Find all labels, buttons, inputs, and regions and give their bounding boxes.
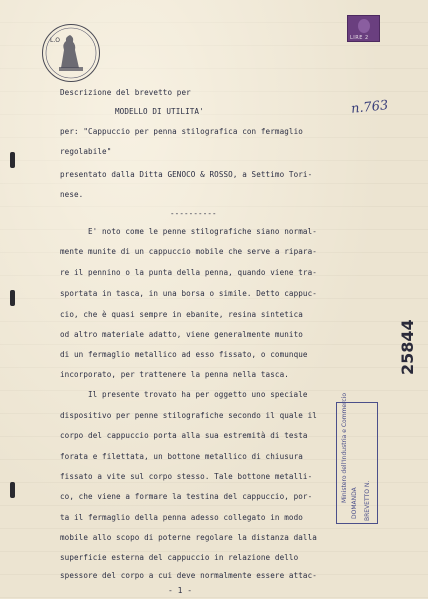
text-line: re il pennino o la punta della penna, quando viene tra- [60, 268, 317, 277]
text-line: E' noto come le penne stilografiche siano normal- [88, 227, 317, 236]
deposit-line: BREVETTO N. [364, 480, 371, 521]
punch-hole [10, 152, 15, 168]
text-line: Il presente trovato ha per oggetto uno speciale [88, 390, 308, 399]
text-line: Descrizione del brevetto per [60, 88, 191, 97]
stamp-label: LIRE 2 [350, 35, 369, 41]
text-line: fissato a vite sul corpo stesso. Tale bottone metalli- [60, 472, 313, 481]
text-line: di un fermaglio metallico ad esso fissato, o comunque [60, 350, 308, 359]
punch-hole [10, 482, 15, 498]
text-line: nese. [60, 190, 84, 199]
text-line: co, che viene a formare la testina del cappuccio, por- [60, 492, 313, 501]
seal-label: L.O [50, 37, 60, 44]
text-line: mobile allo scopo di poterne regolare la distanza dalla [60, 533, 317, 542]
text-line: superficie esterna del cappuccio in relazione dello [60, 553, 299, 562]
text-line: dispositivo per penne stilografiche secondo il quale il [60, 411, 317, 420]
seal-figure-icon [43, 25, 99, 81]
text-line: presentato dalla Ditta GENOCO & ROSSO, a Settimo Tori- [60, 170, 313, 179]
text-line: mente munite di un cappuccio mobile che serve a ripara- [60, 247, 317, 256]
text-line: od altro materiale adatto, viene generalmente munito [60, 330, 303, 339]
text-line: cio, che è quasi sempre in ebanite, resina sintetica [60, 310, 303, 319]
text-line: sportata in tasca, in una borsa o simile. Detto cappuc- [60, 289, 317, 298]
revenue-stamp [347, 15, 380, 42]
deposit-line: DOMANDA [351, 487, 358, 519]
registration-number: 25844 [398, 319, 417, 375]
punch-hole [10, 290, 15, 306]
text-line: MODELLO DI UTILITA' [115, 107, 204, 116]
text-line: incorporato, per trattenere la penna nella tasca. [60, 370, 289, 379]
page-number: - 1 - [168, 586, 193, 595]
seal-emblem [42, 24, 100, 82]
text-line: regolabile" [60, 147, 112, 156]
text-line: ta il fermaglio della penna adesso collegato in modo [60, 513, 303, 522]
text-line: spessore del corpo a cui deve normalmente essere attac- [60, 571, 317, 580]
text-line: forata e filettata, un bottone metallico di chiusura [60, 452, 303, 461]
handwritten-note: n.763 [350, 98, 390, 117]
text-line: corpo del cappuccio porta alla sua estremità di testa [60, 431, 308, 440]
separator: ---------- [170, 209, 217, 218]
deposit-stamp: Ministero dell'Industria e Commercio DOMANDA BREVETTO N. [336, 402, 378, 524]
text-line: per: "Cappuccio per penna stilografica con fermaglio [60, 127, 303, 136]
